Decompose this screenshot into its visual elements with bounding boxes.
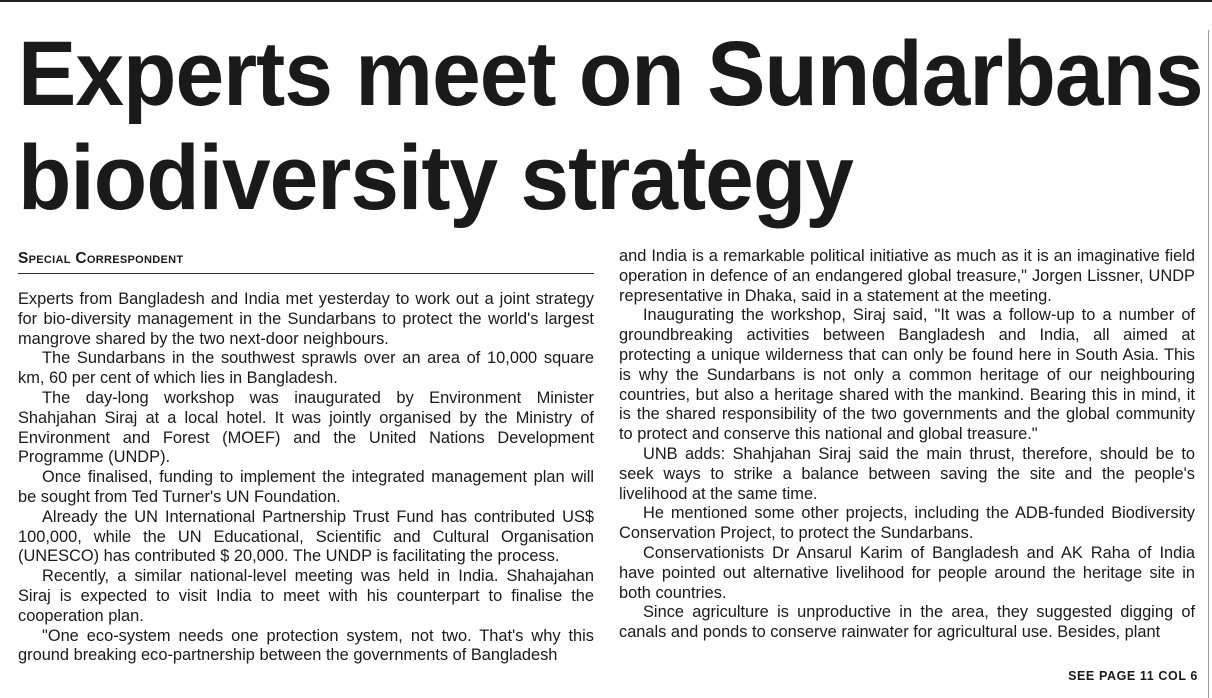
- article-column-left: [18, 247, 594, 666]
- column-rule: [1208, 30, 1209, 698]
- paragraph: Experts from Bangladesh and India met yesterday to work out a joint strategy for bio-diversity management in the Sundarbans to protect the world's largest mangrove shared by the two next-door neighbours.: [18, 290, 594, 348]
- paragraph: The Sundarbans in the southwest sprawls over an area of 10,000 square km, 60 per cent of which lies in Bangladesh.: [18, 349, 594, 388]
- headline-line-2: biodiversity strategy: [18, 127, 853, 229]
- article-column-right: [619, 247, 1195, 643]
- byline: Special Correspondent: [18, 247, 594, 274]
- paragraph: The day-long workshop was inaugurated by Environment Minister Shahjahan Siraj at a local hotel. It was jointly organised by the Ministry of Environment and Forest (MOEF) and the United Nations Development Programme (UNDP).: [18, 388, 594, 467]
- paragraph: Recently, a similar national-level meeting was held in India. Shahajahan Siraj is expected to visit India to meet with his counterpart to finalise the cooperation plan.: [18, 567, 594, 625]
- paragraph: Once finalised, funding to implement the integrated management plan will be sought from Ted Turner's UN Foundation.: [18, 468, 594, 506]
- top-rule: [0, 0, 1212, 2]
- paragraph: UNB adds: Shahjahan Siraj said the main thrust, therefore, should be to seek ways to strike a balance between saving the site and the people's livelihood at the same time.: [619, 444, 1195, 503]
- paragraph: Conservationists Dr Ansarul Karim of Bangladesh and AK Raha of India have pointed out alternative livelihood for people around the heritage site in both countries.: [619, 543, 1195, 602]
- headline: [18, 22, 1203, 230]
- paragraph: Inaugurating the workshop, Siraj said, "It was a follow-up to a number of groundbreaking activities between Bangladesh and India, all aimed at protecting a unique wilderness that can only be found here in South Asia. This is why the Sundarbans is not only a common heritage of our neighbouring countries, but also a heritage shared with the mankind. Bearing this in mind, it is the shared responsibility of the two governments and the global community to protect and conserve this national and global treasure.": [619, 306, 1195, 444]
- headline-line-1: Experts meet on Sundarbans: [18, 23, 1203, 125]
- paragraph: "One eco-system needs one protection system, not two. That's why this ground breaking eco-partnership between the governments of Bangladesh: [18, 626, 594, 665]
- paragraph: He mentioned some other projects, including the ADB-funded Biodiversity Conservation Project, to protect the Sundarbans.: [619, 504, 1195, 543]
- paragraph: Since agriculture is unproductive in the area, they suggested digging of canals and ponds to conserve rainwater for agricultural use. Besides, plant: [619, 603, 1195, 642]
- continued-on-page-link: SEE PAGE 11 COL 6: [1068, 669, 1198, 683]
- paragraph: and India is a remarkable political initiative as much as it is an imaginative field operation in defence of an endangered global treasure," Jorgen Lissner, UNDP representative in Dhaka, said in a statement at the meeting.: [619, 247, 1195, 305]
- paragraph: Already the UN International Partnership Trust Fund has contributed US$ 100,000, while the UN Educational, Scientific and Cultural Organisation (UNESCO) has contributed $ 20,000. The UNDP is facilitating the process.: [18, 507, 594, 566]
